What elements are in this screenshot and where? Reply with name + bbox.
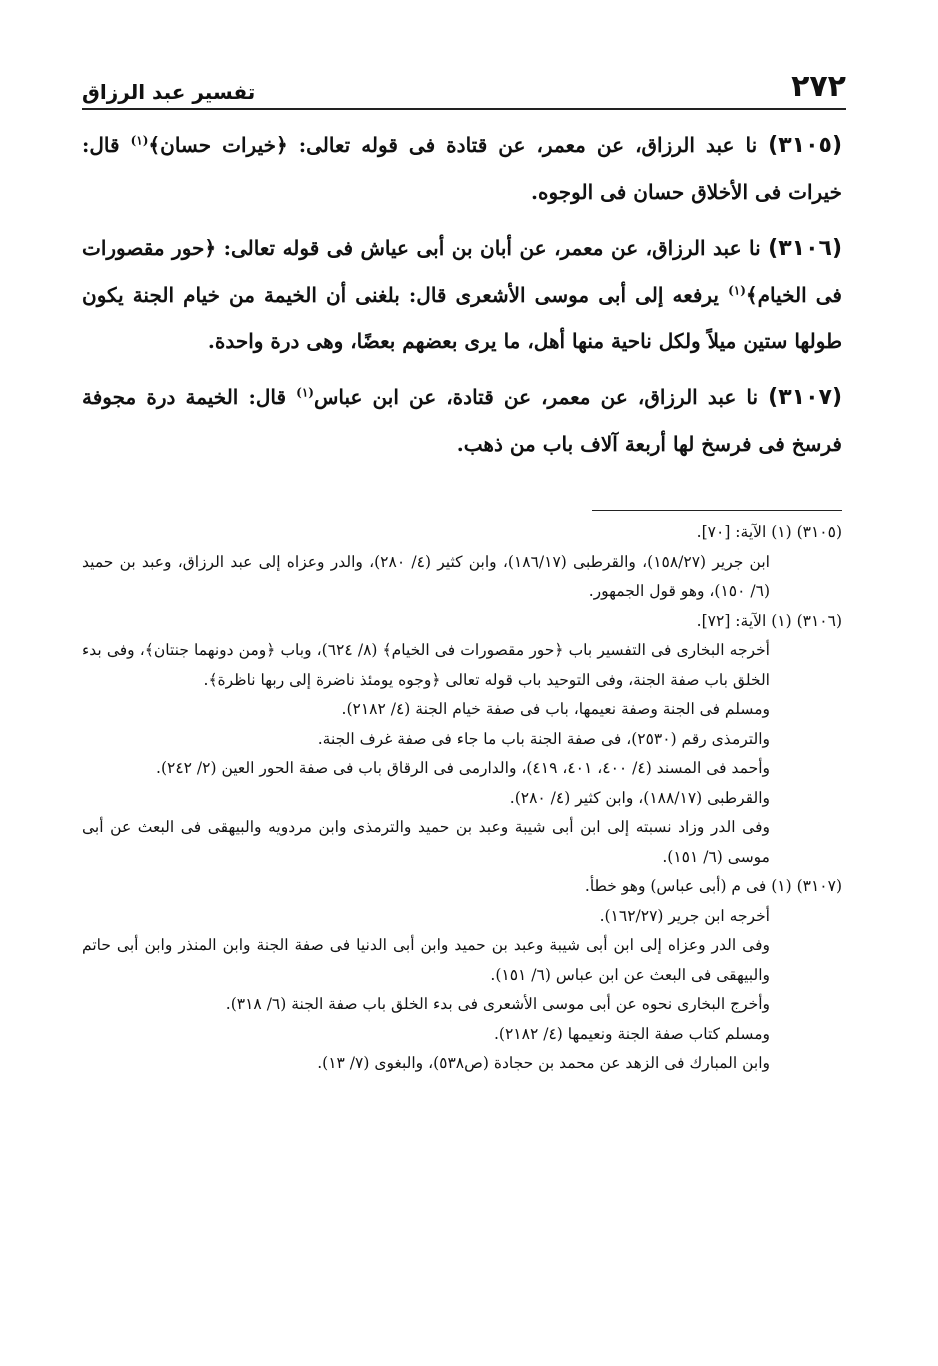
footnote-heading-3105: (٣١٠٥) (١) الآية: [٧٠].	[696, 523, 842, 541]
footnote-heading-3106: (٣١٠٦) (١) الآية: [٧٢].	[696, 611, 842, 630]
entry-text: نا عبد الرزاق، عن معمر، عن أبان بن أبى عياش فى قوله تعالى: ﴿حور مقصورات فى الخيام﴾	[82, 236, 842, 307]
entry-number: (٣١٠٧)	[768, 385, 842, 410]
footnote-separator	[592, 510, 842, 511]
entry-text-rest: يرفعه إلى أبى موسى الأشعرى قال: بلغنى أن الخيمة من خيام الجنة يكون طولها ستين ميلاً ولكل ناحية منها أهل، ما يرى بعضهم بعضًا، وهى درة واحدة.	[82, 283, 842, 353]
entry-3106	[82, 225, 842, 364]
footnote-marker: (١)	[296, 385, 314, 400]
footnote-line: وأخرج البخارى نحوه عن أبى موسى الأشعرى فى بدء الخلق باب صفة الجنة (٦/ ٣١٨).	[225, 995, 770, 1013]
footnote-line: وابن المبارك فى الزهد عن محمد بن حجادة (ص٥٣٨)، والبغوى (٧/ ١٣).	[317, 1054, 770, 1072]
entry-3107	[82, 374, 842, 467]
entry-number: (٣١٠٥)	[768, 133, 842, 158]
footnote-line: والترمذى رقم (٢٥٣٠)، فى صفة الجنة باب ما جاء فى صفة غرف الجنة.	[317, 729, 770, 748]
page-header	[82, 58, 846, 110]
page-number: ٢٧٢	[791, 69, 846, 104]
footnote-line: وفى الدر وعزاه إلى ابن أبى شيبة وعبد بن حميد وابن أبى الدنيا فى صفة الجنة وابن المنذر وابن أبى حاتم والبيهقى فى البعث عن ابن عباس (٦/ ١٥١).	[82, 936, 770, 984]
entry-text-rest: قال: خيرات فى الأخلاق حسان فى الوجوه.	[82, 133, 842, 204]
footnote-line: وفى الدر وزاد نسبته إلى ابن أبى شيبة وعبد بن حميد والترمذى وابن مردويه والبيهقى فى البعث عن أبى موسى (٦/ ١٥١).	[82, 818, 770, 866]
entry-text-rest: قال: الخيمة درة مجوفة فرسخ فى فرسخ لها أربعة آلاف باب من ذهب.	[82, 385, 842, 456]
entry-number: (٣١٠٦)	[768, 236, 842, 261]
main-text	[82, 122, 842, 477]
footnote-line: أخرجه البخارى فى التفسير باب ﴿حور مقصورات فى الخيام﴾ (٨/ ٦٢٤)، وباب ﴿ومن دونهما جنتان﴾، وفى بدء الخلق باب صفة الجنة، وفى التوحيد باب قوله تعالى ﴿وجوه يومئذ ناضرة إلى ربها ناظرة﴾.	[82, 641, 770, 689]
footnote-line: ومسلم كتاب صفة الجنة ونعيمها (٤/ ٢١٨٢).	[493, 1024, 770, 1043]
footnote-line: والقرطبى (١٨٨/١٧)، وابن كثير (٤/ ٢٨٠).	[509, 788, 770, 807]
footnote-line: ومسلم فى الجنة وصفة نعيمها، باب فى صفة خيام الجنة (٤/ ٢١٨٢).	[341, 700, 770, 718]
footnote-marker: (١)	[130, 133, 149, 148]
footnote-marker: (١)	[728, 283, 746, 298]
running-title: تفسير عبد الرزاق	[82, 80, 256, 104]
entry-text: نا عبد الرزاق، عن معمر، عن قتادة فى قوله تعالى: ﴿خيرات حسان﴾	[148, 133, 769, 157]
footnote-line: أخرجه ابن جرير (١٦٢/٢٧).	[599, 906, 770, 925]
footnote-line: وأحمد فى المسند (٤/ ٤٠٠، ٤٠١، ٤١٩)، والدارمى فى الرقاق باب فى صفة الحور العين (٢/ ٢٤٢).	[156, 759, 770, 777]
footnote-heading-3107: (٣١٠٧) (١) فى م (أبى عباس) وهو خطأ.	[584, 877, 842, 895]
footnote-line: ابن جرير (١٥٨/٢٧)، والقرطبى (١٨٦/١٧)، وابن كثير (٤/ ٢٨٠)، والدر وعزاه إلى عبد الرزاق، وعبد بن حميد (٦/ ١٥٠)، وهو قول الجمهور.	[82, 552, 770, 600]
footnotes	[82, 518, 842, 1079]
entry-text: نا عبد الرزاق، عن معمر، عن قتادة، عن ابن عباس	[313, 385, 769, 409]
entry-3105	[82, 122, 842, 215]
